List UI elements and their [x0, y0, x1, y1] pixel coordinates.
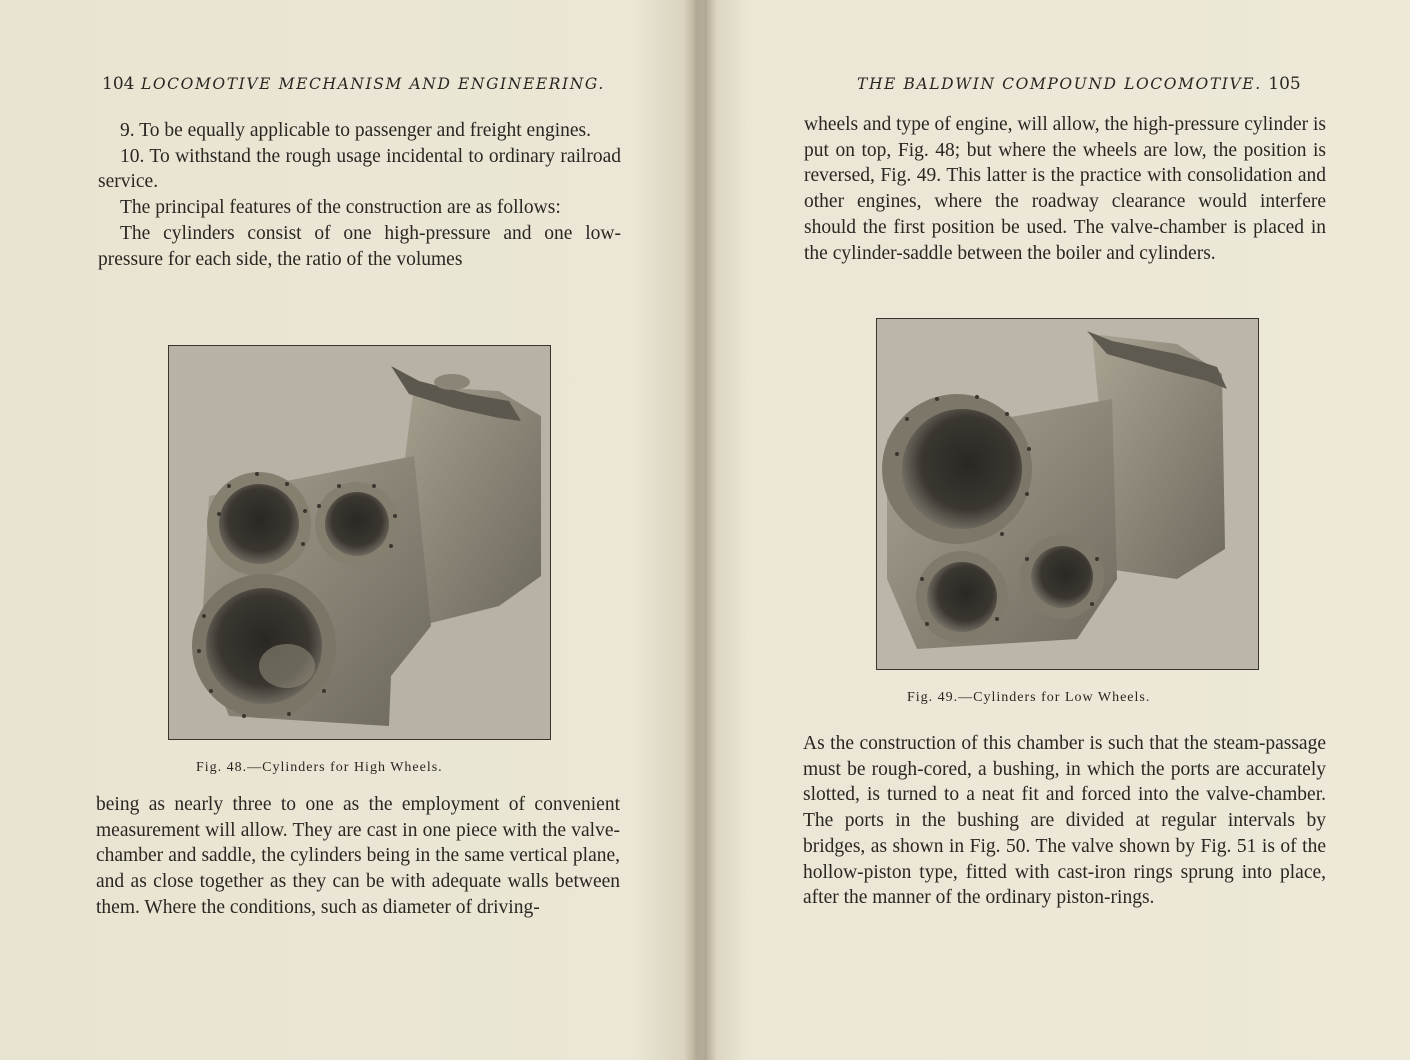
left-bottom-text	[96, 792, 620, 921]
left-top-text	[98, 118, 621, 272]
right-page-number: 105	[1268, 74, 1301, 94]
figure-49-photo	[876, 318, 1259, 670]
right-page	[705, 0, 1410, 1060]
paragraph: being as nearly three to one as the employment of convenient measurement will allow. They are cast in one piece with the valve-chamber and saddle, the cylinders being in the same vertical plane, and as close together as they can be with adequate walls between them. Where the conditions, such as diameter of driving-	[96, 794, 620, 918]
cylinders-high-wheels-illustration	[169, 346, 550, 739]
paragraph: 10. To withstand the rough usage incidental to ordinary railroad service.	[98, 145, 621, 193]
figure-48-photo	[168, 345, 551, 740]
right-running-head	[857, 74, 1301, 94]
paragraph: The principal features of the construction are as follows:	[120, 197, 561, 219]
paragraph: As the construction of this chamber is such that the steam-passage must be rough-cored, a bushing, in which the ports are accurately slotted, is turned to a neat fit and forced into the valve-chamber. The ports in the bushing are divided at regular intervals by bridges, as shown in Fig. 50. The valve shown by Fig. 51 is of the hollow-piston type, fitted with cast-iron rings sprung into place, after the manner of the ordinary piston-rings.	[803, 733, 1326, 909]
paragraph: wheels and type of engine, will allow, the high-pressure cylinder is put on top, Fig. 48; but where the wheels are low, the position is reversed, Fig. 49. This latter is the practice with consolidation and other engines, where the roadway clearance would interfere should the first position be used. The valve-chamber is placed in the cylinder-saddle between the boiler and cylinders.	[804, 114, 1326, 264]
left-page-number: 104	[102, 74, 135, 94]
figure-48-caption: Fig. 48.—Cylinders for High Wheels.	[196, 760, 443, 775]
right-running-title: THE BALDWIN COMPOUND LOCOMOTIVE.	[857, 75, 1262, 93]
left-running-title: LOCOMOTIVE MECHANISM AND ENGINEERING.	[140, 75, 605, 93]
paragraph: 9. To be equally applicable to passenger and freight engines.	[120, 120, 591, 141]
paragraph: The cylinders consist of one high-pressure and one low-pressure for each side, the ratio of the volumes	[98, 222, 621, 270]
left-running-head	[102, 74, 605, 94]
cylinders-low-wheels-illustration	[877, 319, 1258, 669]
figure-49-caption: Fig. 49.—Cylinders for Low Wheels.	[907, 690, 1151, 705]
right-bottom-text	[803, 731, 1326, 911]
right-top-text	[804, 112, 1326, 266]
